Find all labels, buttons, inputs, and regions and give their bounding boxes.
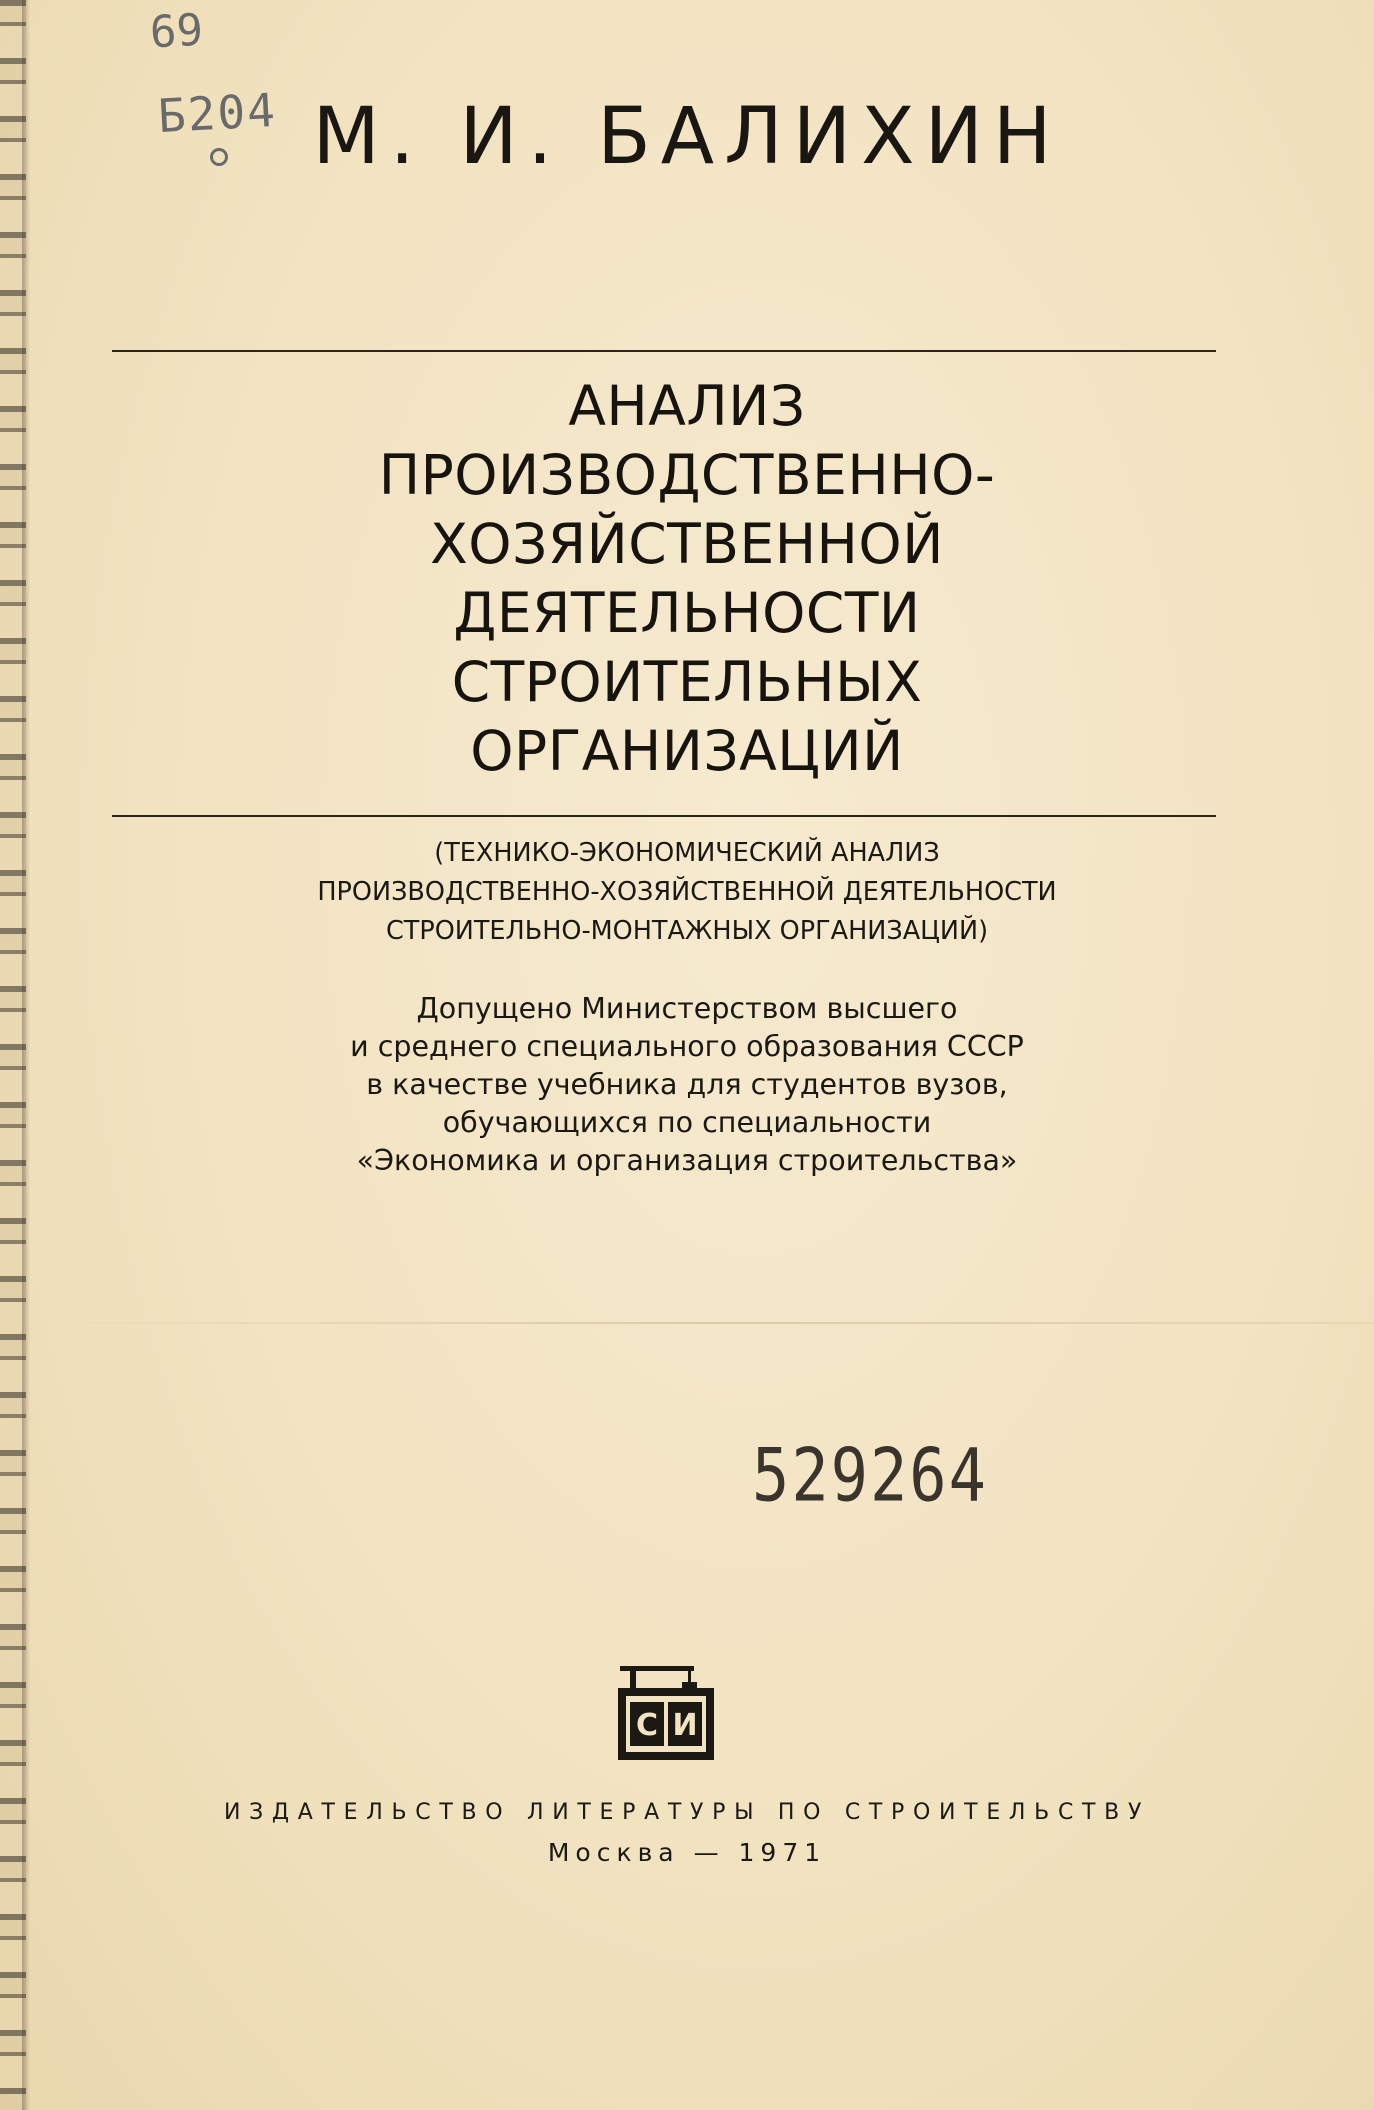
title-line: АНАЛИЗ — [568, 374, 806, 438]
approval-line: и среднего специального образования СССР — [350, 1030, 1024, 1063]
book-title — [0, 372, 1374, 786]
subtitle-line: СТРОИТЕЛЬНО-МОНТАЖНЫХ ОРГАНИЗАЦИЙ) — [385, 916, 989, 946]
logo-letter-s: С — [635, 1708, 659, 1743]
city-and-year: Москва — 1971 — [547, 1838, 827, 1867]
title-line: СТРОИТЕЛЬНЫХ — [451, 650, 923, 714]
stroyizdat-logo-icon — [614, 1660, 718, 1764]
approval-line: Допущено Министерством высшего — [416, 992, 958, 1025]
logo-letter-i: И — [672, 1708, 698, 1743]
library-inventory-stamp: 529264 — [752, 1432, 988, 1519]
title-line: ОРГАНИЗАЦИЙ — [470, 719, 904, 783]
title-line: ДЕЯТЕЛЬНОСТИ — [453, 581, 921, 645]
approval-line: в качестве учебника для студентов вузов, — [366, 1068, 1008, 1101]
paper-fold — [30, 1322, 1374, 1324]
title-line: ПРОИЗВОДСТВЕННО- — [378, 443, 996, 507]
approval-line: обучающихся по специальности — [442, 1106, 932, 1139]
book-subtitle — [0, 834, 1374, 951]
title-line: ХОЗЯЙСТВЕННОЙ — [430, 512, 944, 576]
pencil-shelfmark-bottom: Б204 — [156, 82, 279, 144]
subtitle-line: (ТЕХНИКО-ЭКОНОМИЧЕСКИЙ АНАЛИЗ — [434, 838, 940, 868]
author-name: М. И. БАЛИХИН — [312, 92, 1062, 182]
title-rule-top — [112, 350, 1216, 352]
pencil-shelfmark-top: 69 — [148, 4, 205, 59]
subtitle-line: ПРОИЗВОДСТВЕННО-ХОЗЯЙСТВЕННОЙ ДЕЯТЕЛЬНОСТИ — [317, 877, 1057, 907]
title-rule-bottom — [112, 815, 1216, 817]
publisher-name: ИЗДАТЕЛЬСТВО ЛИТЕРАТУРЫ ПО СТРОИТЕЛЬСТВУ — [223, 1800, 1151, 1825]
approval-line: «Экономика и организация строительства» — [356, 1144, 1018, 1177]
ministry-approval-note — [0, 990, 1374, 1180]
